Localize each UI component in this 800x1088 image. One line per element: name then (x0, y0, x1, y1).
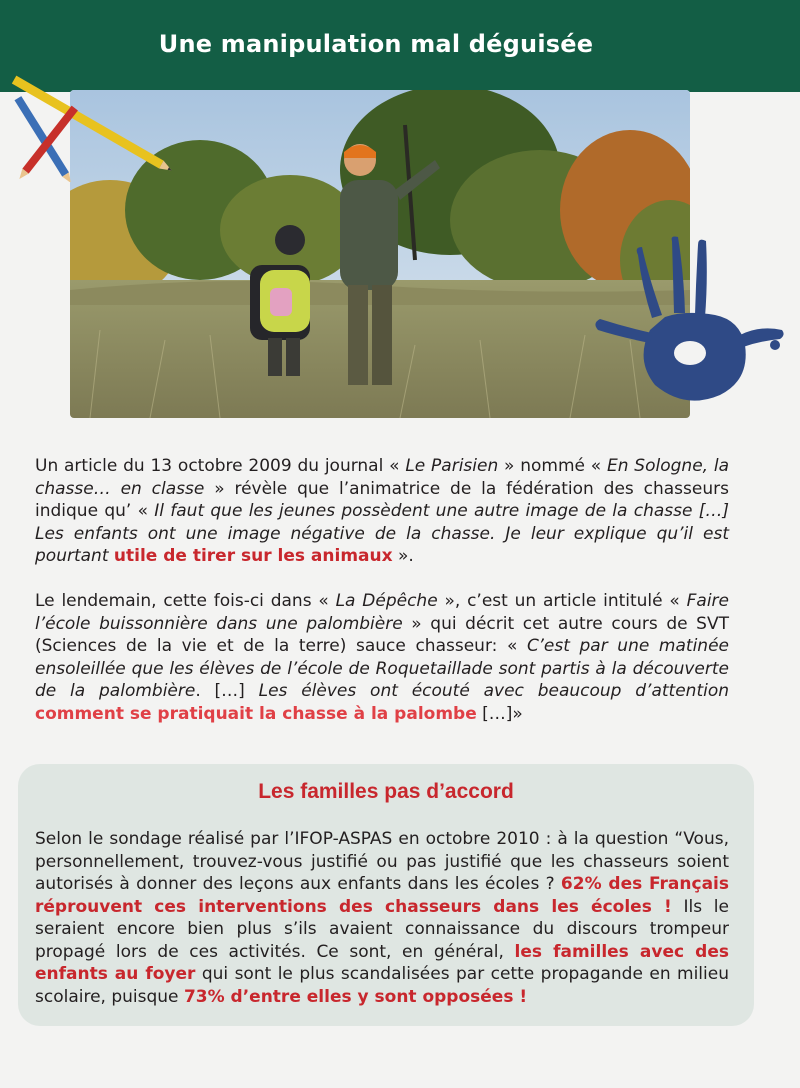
box-title: Les familles pas d’accord (258, 780, 514, 803)
pencils-icon (10, 62, 200, 182)
quote-text-2: Les élèves ont écouté avec beaucoup d’attention (258, 681, 730, 701)
highlight-stat-62: 62% des Français réprouvent ces interventions des chasseurs dans les écoles ! (35, 874, 729, 917)
article-title: En Sologne, la chasse… en classe (35, 456, 729, 499)
quote-text: Il faut que les jeunes possèdent une autre image de la chasse […] Les enfants ont une image négative de la chasse. Je leur explique qu’il est pourtant (35, 501, 729, 566)
highlight-stat-73: 73% d’entre elles y sont opposées ! (183, 986, 528, 1007)
journal-name: La Dépêche (335, 591, 438, 611)
highlight-text: comment se pratiquait la chasse à la palombe (35, 703, 477, 724)
article-paragraph-1: Un article du 13 octobre 2009 du journal « Le Parisien » nommé « En Sologne, la chasse… en classe » révèle que l’animatrice de la fédération des chasseurs indique qu’ « Il faut que les jeunes possèdent une autre image de la chasse […] Les enfants ont une image négative de la chasse. Je leur explique qu’il est pourtant utile de tirer sur les animaux ». (35, 456, 729, 566)
journal-name: Le Parisien (405, 456, 499, 476)
handprint-icon (590, 235, 790, 410)
highlight-families: les familles avec des enfants au foyer (35, 941, 729, 984)
survey-paragraph: Selon le sondage réalisé par l’IFOP-ASPAS en octobre 2010 : à la question “Vous, personnellement, trouvez-vous justifié ou pas justifié que les chasseurs soient autorisés à donner des leçons aux enfants dans les écoles ? 62% des Français réprouvent ces interventions des chasseurs dans les écoles ! Ils le seraient encore bien plus s’ils avaient connaissance du discours trompeur propagé lors de ces activités. Ce sont, en général, les familles avec des enfants au foyer qui sont le plus scandalisées par cette propagande en milieu scolaire, puisque 73% d’entre elles y sont opposées ! (35, 829, 729, 1007)
survey-box (18, 764, 754, 1026)
article-paragraph-2: Le lendemain, cette fois-ci dans « La Dépêche », c’est un article intitulé « Faire l’école buissonnière dans une palombière » qui décrit cet autre cours de SVT (Sciences de la vie et de la terre) sauce chasseur: « C’est par une matinée ensoleillée que les élèves de l’école de Roquetaillade sont partis à la découverte de la palombière. […] Les élèves ont écouté avec beaucoup d’attention comment se pratiquait la chasse à la palombe […]» (35, 591, 730, 724)
highlight-text: utile de tirer sur les animaux (113, 546, 393, 566)
article-title: Faire l’école buissonnière dans une palombière (35, 591, 729, 634)
page-title: Une manipulation mal déguisée (158, 30, 594, 58)
quote-text: C’est par une matinée ensoleillée que les élèves de l’école de Roquetaillade sont partis à la découverte de la palombière (35, 636, 729, 701)
